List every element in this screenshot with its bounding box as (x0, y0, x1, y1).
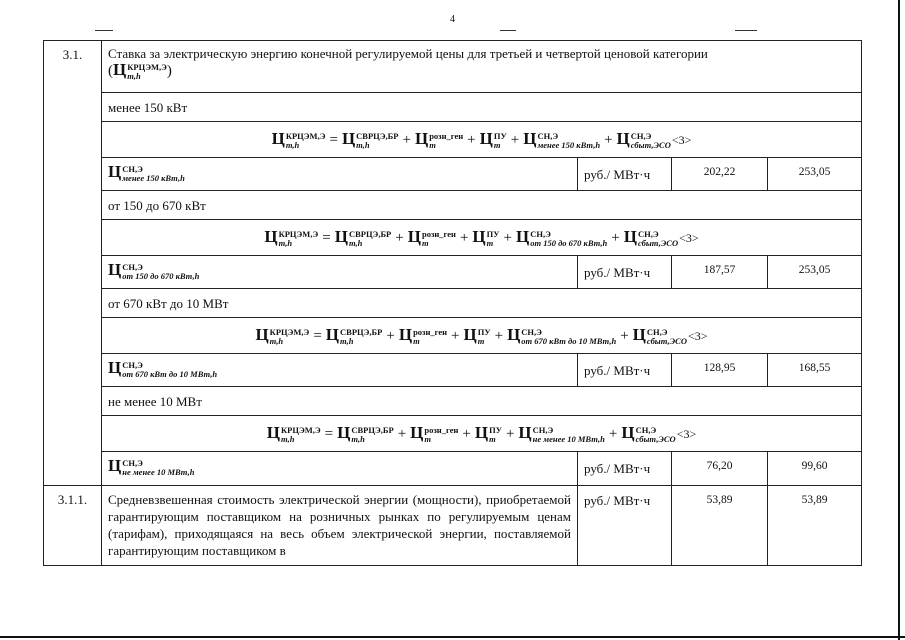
symbol-indices (122, 361, 217, 379)
symbol-superscript: СВРЦЭ,БР (348, 228, 392, 239)
symbol-subscript: m,h (281, 433, 295, 444)
value-cell: 76,20 (672, 452, 768, 486)
symbol-indices (647, 328, 687, 346)
symbol-base: Ц (341, 129, 356, 149)
value-row (44, 354, 862, 387)
symbol-superscript: СН,Э (630, 130, 652, 141)
formula-operator: + (451, 328, 460, 345)
symbol-indices (530, 230, 607, 248)
value-row (44, 256, 862, 289)
symbol-indices (533, 426, 605, 444)
symbol-indices (424, 426, 458, 444)
symbol-base: Ц (623, 227, 637, 247)
symbol-subscript: от 150 до 670 кВт,h (122, 270, 200, 281)
symbol-base: Ц (255, 325, 269, 345)
section-header-row (44, 41, 862, 93)
price-symbol (108, 162, 185, 183)
symbol-subscript: m,h (348, 237, 363, 248)
symbol-indices (281, 426, 321, 444)
symbol-superscript: СН,Э (532, 424, 554, 435)
formula-operator: + (402, 132, 411, 149)
formula-operator: + (611, 230, 620, 247)
symbol-superscript: ПУ (486, 228, 500, 239)
symbol-base: Ц (108, 260, 122, 279)
symbol-subscript: менее 150 кВт,h (122, 172, 185, 183)
formula-note: <3> (688, 329, 708, 344)
symbol-subscript: не менее 10 МВт,h (122, 466, 195, 477)
subsection-row (44, 486, 862, 566)
symbol-subscript: m,h (356, 139, 370, 150)
symbol-superscript: розн_ген (413, 326, 448, 337)
formula-note: <3> (679, 231, 699, 246)
price-symbol (523, 129, 601, 150)
symbol-base: Ц (266, 423, 281, 443)
formula-operator: + (503, 230, 512, 247)
value-cell: 187,57 (672, 256, 768, 289)
symbol-subscript: m (424, 433, 432, 444)
symbol-base: Ц (621, 423, 635, 443)
symbol-indices (340, 328, 382, 346)
price-symbol (266, 423, 321, 444)
price-symbol (410, 423, 459, 444)
section-title-symbol: (Ц КРЦЭМ,Э m,h ) (108, 60, 172, 81)
formula-note: <3> (676, 427, 697, 442)
value-cell: 53,89 (768, 486, 862, 566)
price-symbol (632, 325, 687, 346)
value-row (44, 158, 862, 191)
rate-symbol (102, 452, 578, 486)
unit-label: руб./ МВт·ч (578, 452, 672, 486)
symbol-base: Ц (108, 162, 122, 181)
symbol-subscript: m (486, 237, 494, 248)
symbol-base: Ц (414, 129, 429, 149)
symbol-superscript: ПУ (493, 130, 507, 141)
symbol-superscript: СН,Э (646, 326, 668, 337)
unit-label: руб./ МВт·ч (578, 158, 672, 191)
value-cell: 253,05 (768, 256, 862, 289)
symbol-base: Ц (523, 129, 537, 149)
symbol-base: Ц (334, 227, 348, 247)
price-symbol (479, 129, 507, 150)
symbol-indices (349, 230, 391, 248)
symbol-indices (478, 328, 491, 346)
symbol-superscript: СН,Э (122, 359, 143, 370)
price-symbol (341, 129, 399, 150)
symbol-indices (286, 132, 326, 150)
symbol-base: Ц (271, 129, 285, 149)
symbol-subscript: m,h (269, 335, 284, 346)
scan-edge (898, 0, 900, 640)
symbol-indices (122, 459, 194, 477)
symbol-superscript: СН,Э (122, 163, 143, 174)
symbol-superscript: СН,Э (521, 326, 542, 337)
unit-label: руб./ МВт·ч (578, 256, 672, 289)
formula-operator: = (322, 230, 331, 247)
group-label-row (44, 289, 862, 318)
symbol-base: Ц (108, 456, 122, 475)
symbol-base: Ц (463, 325, 477, 345)
unit-label: руб./ МВт·ч (578, 354, 672, 387)
symbol-subscript: m,h (285, 139, 300, 150)
symbol-base: Ц (325, 325, 340, 345)
tariff-table (43, 40, 862, 566)
symbol-superscript: КРЦЭМ,Э (269, 326, 310, 337)
rate-symbol (102, 354, 578, 387)
group-label-row (44, 191, 862, 220)
price-symbol (108, 358, 218, 379)
value-cell: 53,89 (672, 486, 768, 566)
price-symbol (398, 325, 448, 346)
symbol-superscript: СН,Э (122, 261, 143, 272)
unit-label: руб./ МВт·ч (578, 486, 672, 566)
symbol-subscript: сбыт,ЭСО (638, 237, 679, 248)
section-title: Ставка за электрическую энергию конечной регулируемой цены для третьей и четвертой ценовой категории (108, 46, 708, 61)
symbol-indices (122, 263, 199, 281)
section-number: 3.1. (44, 41, 102, 486)
price-symbol (108, 456, 195, 477)
formula-operator: = (313, 328, 322, 345)
symbol-subscript: сбыт,ЭСО (630, 139, 671, 150)
symbol-indices (413, 328, 447, 346)
symbol-base: Ц (410, 423, 424, 443)
symbol-subscript: m,h (340, 335, 354, 346)
price-symbol (264, 227, 319, 248)
price-symbol (463, 325, 491, 346)
price-symbol (334, 227, 392, 248)
section-title-cell (102, 41, 862, 93)
rate-symbol (102, 256, 578, 289)
symbol-indices (631, 132, 671, 150)
formula-operator: + (397, 426, 407, 443)
symbol-superscript: ПУ (477, 326, 491, 337)
formula-operator: + (467, 132, 476, 149)
formula (102, 122, 862, 158)
symbol-superscript: ПУ (489, 424, 502, 435)
formula (102, 318, 862, 354)
price-symbol (414, 129, 464, 150)
symbol-subscript: m (429, 139, 436, 150)
formula-operator: + (608, 426, 618, 443)
symbol-base: Ц (507, 325, 521, 345)
price-symbol (337, 423, 394, 444)
symbol-superscript: СН,Э (635, 424, 657, 435)
subsection-text: Средневзвешенная стоимость электрической энергии (мощности), приобретаемой гарантирующим поставщиком на розничных рынках по регулируемым ценам (тарифам), приходящаяся на весь объем электрической энергии, поставляемой гарантирующим поставщиком в (108, 492, 571, 558)
symbol-subscript: m (493, 139, 501, 150)
group-label: менее 150 кВт (102, 93, 862, 122)
symbol-subscript: не менее 10 МВт,h (532, 433, 605, 444)
symbol-superscript: КРЦЭМ,Э (285, 130, 326, 141)
group-label-row (44, 387, 862, 416)
symbol-indices (537, 132, 600, 150)
symbol-indices (494, 132, 507, 150)
symbol-base: Ц (479, 129, 493, 149)
formula-row (44, 318, 862, 354)
symbol-base: Ц (632, 325, 646, 345)
group-label-row (44, 93, 862, 122)
symbol-indices (487, 230, 500, 248)
formula-operator: + (386, 328, 395, 345)
value-cell: 253,05 (768, 158, 862, 191)
symbol-superscript: СН,Э (122, 457, 143, 468)
formula-operator: + (620, 328, 629, 345)
symbol-superscript: розн_ген (424, 424, 459, 435)
price-symbol (474, 423, 502, 444)
group-label: не менее 10 МВт (102, 387, 862, 416)
symbol-indices (429, 132, 463, 150)
symbol-superscript: СВРЦЭ,БР (351, 424, 394, 435)
symbol-superscript: розн_ген (429, 130, 464, 141)
symbol-base: Ц (398, 325, 413, 345)
symbol-base: Ц (472, 227, 486, 247)
page-number: 4 (450, 14, 455, 25)
price-symbol (616, 129, 671, 150)
symbol-subscript: m (421, 237, 429, 248)
symbol-indices (122, 165, 185, 183)
symbol-superscript: КРЦЭМ,Э (278, 228, 319, 239)
formula-operator: + (494, 328, 504, 345)
scan-mark (95, 30, 113, 31)
symbol-indices (279, 230, 319, 248)
symbol-base: Ц (518, 423, 532, 443)
price-symbol (518, 423, 605, 444)
subsection-text-cell (102, 486, 578, 566)
group-label: от 670 кВт до 10 МВт (102, 289, 862, 318)
formula-row (44, 122, 862, 158)
formula-operator: = (324, 426, 334, 443)
group-label: от 150 до 670 кВт (102, 191, 862, 220)
formula-operator: + (459, 230, 469, 247)
price-symbol (507, 325, 617, 346)
symbol-superscript: СН,Э (530, 228, 551, 239)
subsection-number: 3.1.1. (44, 486, 102, 566)
rate-symbol (102, 158, 578, 191)
price-symbol (407, 227, 456, 248)
price-symbol (621, 423, 676, 444)
symbol-base: Ц (407, 227, 421, 247)
formula-note: <3> (671, 133, 692, 148)
scan-mark (735, 30, 757, 31)
symbol-subscript: от 670 кВт до 10 МВт,h (122, 368, 218, 379)
symbol-base: Ц (337, 423, 351, 443)
symbol-indices (422, 230, 456, 248)
symbol-base: Ц (515, 227, 530, 247)
symbol-indices (351, 426, 393, 444)
value-cell: 99,60 (768, 452, 862, 486)
scan-mark (500, 30, 516, 31)
price-symbol (255, 325, 310, 346)
symbol-subscript: менее 150 кВт,h (537, 139, 601, 150)
symbol-indices (638, 230, 678, 248)
formula (102, 416, 862, 452)
price-symbol (515, 227, 608, 248)
symbol-subscript: m,h (278, 237, 293, 248)
symbol-superscript: СВРЦЭ,БР (340, 326, 383, 337)
symbol-subscript: m (477, 335, 485, 346)
symbol-indices (521, 328, 616, 346)
symbol-indices (270, 328, 310, 346)
formula-operator: + (395, 230, 404, 247)
price-symbol (325, 325, 383, 346)
symbol-indices (356, 132, 398, 150)
formula-operator: + (462, 426, 471, 443)
value-row (44, 452, 862, 486)
symbol-base: Ц (474, 423, 489, 443)
symbol-subscript: m,h (351, 433, 365, 444)
symbol-subscript: сбыт,ЭСО (635, 433, 676, 444)
symbol-superscript: КРЦЭМ,Э (281, 424, 321, 435)
price-symbol (623, 227, 679, 248)
formula-operator: + (510, 132, 520, 149)
formula-row (44, 220, 862, 256)
price-symbol (108, 260, 200, 281)
price-symbol (271, 129, 326, 150)
value-cell: 128,95 (672, 354, 768, 387)
formula (102, 220, 862, 256)
price-symbol (472, 227, 500, 248)
symbol-base: Ц (264, 227, 278, 247)
symbol-superscript: СН,Э (537, 130, 559, 141)
symbol-base: Ц (616, 129, 630, 149)
scan-edge (0, 636, 905, 638)
symbol-subscript: m (489, 433, 496, 444)
symbol-indices (636, 426, 676, 444)
symbol-subscript: от 150 до 670 кВт,h (530, 237, 608, 248)
value-cell: 168,55 (768, 354, 862, 387)
symbol-subscript: сбыт,ЭСО (646, 335, 687, 346)
symbol-superscript: СВРЦЭ,БР (356, 130, 399, 141)
symbol-superscript: СН,Э (638, 228, 659, 239)
value-cell: 202,22 (672, 158, 768, 191)
formula-operator: + (604, 132, 613, 149)
symbol-base: Ц (108, 358, 122, 377)
symbol-superscript: розн_ген (421, 228, 456, 239)
symbol-subscript: m (413, 335, 420, 346)
formula-operator: = (329, 132, 338, 149)
symbol-subscript: от 670 кВт до 10 МВт,h (521, 335, 617, 346)
symbol-indices (489, 426, 502, 444)
formula-row (44, 416, 862, 452)
formula-operator: + (505, 426, 515, 443)
